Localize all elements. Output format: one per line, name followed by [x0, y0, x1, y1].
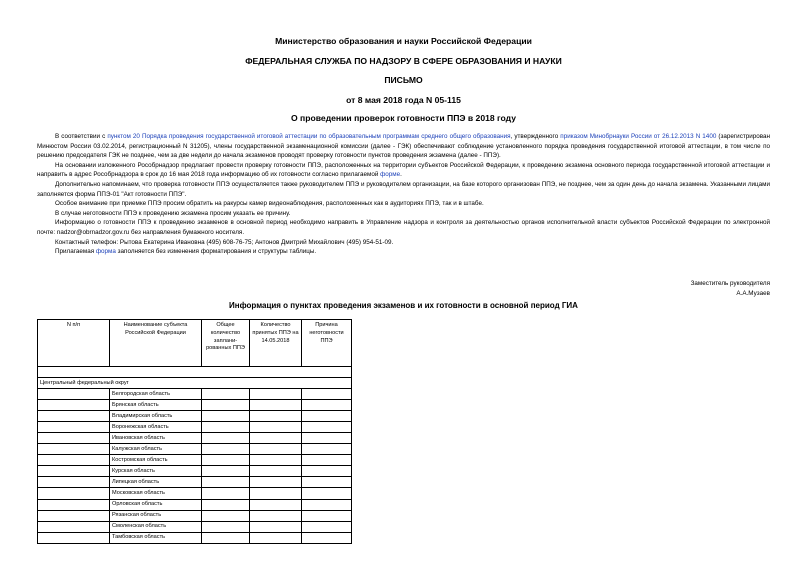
region-name: Курская область: [110, 466, 202, 477]
table-row: [38, 521, 352, 532]
signatory-name: А.А.Музаев: [736, 290, 770, 297]
table-row: [38, 422, 352, 433]
paragraph-3: Дополнительно напоминаем, что проверка готовности ППЭ осуществляется также руководителем ППЭ и руководителем организации, на базе которого организован ППЭ, не позднее, чем за один день до начала экзамена. Указанными лицами заполняется форма ППЭ-01 "Акт готовности ППЭ".: [37, 180, 770, 198]
document-subject: О проведении проверок готовности ППЭ в 2018 году: [290, 113, 516, 123]
signature-block: [691, 279, 770, 299]
table-row: [38, 433, 352, 444]
paragraph-8: Прилагаемая форма заполняется без изменения форматирования и структуры таблицы.: [55, 248, 317, 256]
letter-body: [37, 132, 770, 257]
region-name: Орловская область: [110, 499, 202, 510]
order-point-20-link[interactable]: пунктом 20 Порядка проведения государственной итоговой аттестации по образовательным программам среднего общего образования: [107, 133, 511, 140]
region-name: Владимирская область: [110, 411, 202, 422]
region-name: Костромская область: [110, 455, 202, 466]
region-name: Тамбовская область: [110, 532, 202, 543]
region-name: Рязанская область: [110, 510, 202, 521]
region-name: Смоленская область: [110, 521, 202, 532]
region-name: Брянская область: [110, 400, 202, 411]
district-name: Центральный федеральный округ: [38, 378, 352, 389]
paragraph-1: В соответствии с пунктом 20 Порядка проведения государственной итоговой аттестации по образовательным программам среднего общего образования, утвержденного приказом Минобрнауки России от 26.12.2013 N 1400 (зарегистрирован Минюстом России 03.02.2014, регистрационный N 31205), члены государственной экзаменационной комиссии (далее - ГЭК) обеспечивают соблюдение установленного порядка проведения государственной итоговой аттестации, в том числе по решению председателя ГЭК не позднее, чем за две недели до начала экзаменов проводят проверку готовности пунктов проведения экзамена (далее - ППЭ).: [37, 133, 771, 160]
form-link[interactable]: форме: [380, 171, 401, 179]
service-name: ФЕДЕРАЛЬНАЯ СЛУЖБА ПО НАДЗОРУ В СФЕРЕ ОБРАЗОВАНИЯ И НАУКИ: [245, 56, 562, 66]
ministry-order-link[interactable]: приказом Минобрнауки России от 26.12.2013 N 1400: [560, 133, 717, 140]
table-row: [38, 389, 352, 400]
column-header: N п/п: [38, 320, 110, 367]
paragraph-5: В случае неготовности ППЭ к проведению экзамена просим указать ее причину.: [55, 209, 291, 217]
region-name: Белгородская область: [110, 389, 202, 400]
spacer-row: [38, 367, 352, 378]
district-row: [38, 378, 352, 389]
table-row: [38, 532, 352, 543]
paragraph-4: Особое внимание при приемке ППЭ просим обратить на ракурсы камер видеонаблюдения, расположенных как в аудиториях ППЭ, так и в штабе.: [55, 200, 484, 208]
region-name: Липецкая область: [110, 477, 202, 488]
column-header: Причина неготовности ППЭ: [302, 320, 352, 367]
paragraph-7: Контактный телефон: Рытова Екатерина Ивановна (495) 608-76-75; Антонов Дмитрий Михайлович (495) 954-51-09.: [55, 238, 394, 246]
document-date-number: от 8 мая 2018 года N 05-115: [346, 95, 461, 105]
table-row: [38, 411, 352, 422]
region-name: Воронежская область: [110, 422, 202, 433]
region-name: Московская область: [110, 488, 202, 499]
table-header-row: [38, 320, 352, 367]
column-header: Общее количество заплани-рованных ППЭ: [202, 320, 250, 367]
exam-points-table: [37, 319, 352, 544]
signatory-position: Заместитель руководителя: [690, 280, 770, 287]
attached-form-link[interactable]: форма: [95, 248, 116, 256]
table-row: [38, 510, 352, 521]
table-title: Информация о пунктах проведения экзаменов и их готовности в основной период ГИА: [229, 301, 578, 310]
ministry-name: Министерство образования и науки Российской Федерации: [275, 36, 532, 46]
column-header: Количество принятых ППЭ на 14.05.2018: [250, 320, 302, 367]
table-row: [38, 466, 352, 477]
table-row: [38, 488, 352, 499]
paragraph-2: На основании изложенного Рособрнадзор предлагает провести проверку готовности ППЭ, расположенных на территории субъектов Российской Федерации, к проведению экзамена основного периода государственной итоговой аттестации и направить в адрес Рособрнадзора в срок до 16 мая 2018 года информацию об их готовности согласно прилагаемой форме.: [37, 161, 770, 179]
table-row: [38, 400, 352, 411]
paragraph-6: Информацию о готовности ППЭ к проведению экзаменов в основной период необходимо направить в Управление надзора и контроля за деятельностью органов исполнительной власти субъектов Российской Федерации по электронной почте: nadzor@obrnadzor.gov.ru без направления бумажного носителя.: [37, 219, 770, 236]
document-type: ПИСЬМО: [384, 75, 423, 85]
region-name: Калужская область: [110, 444, 202, 455]
table-row: [38, 477, 352, 488]
table-row: [38, 444, 352, 455]
table-row: [38, 455, 352, 466]
column-header: Наименование субъекта Российской Федерации: [110, 320, 202, 367]
region-name: Ивановская область: [110, 433, 202, 444]
table-row: [38, 499, 352, 510]
